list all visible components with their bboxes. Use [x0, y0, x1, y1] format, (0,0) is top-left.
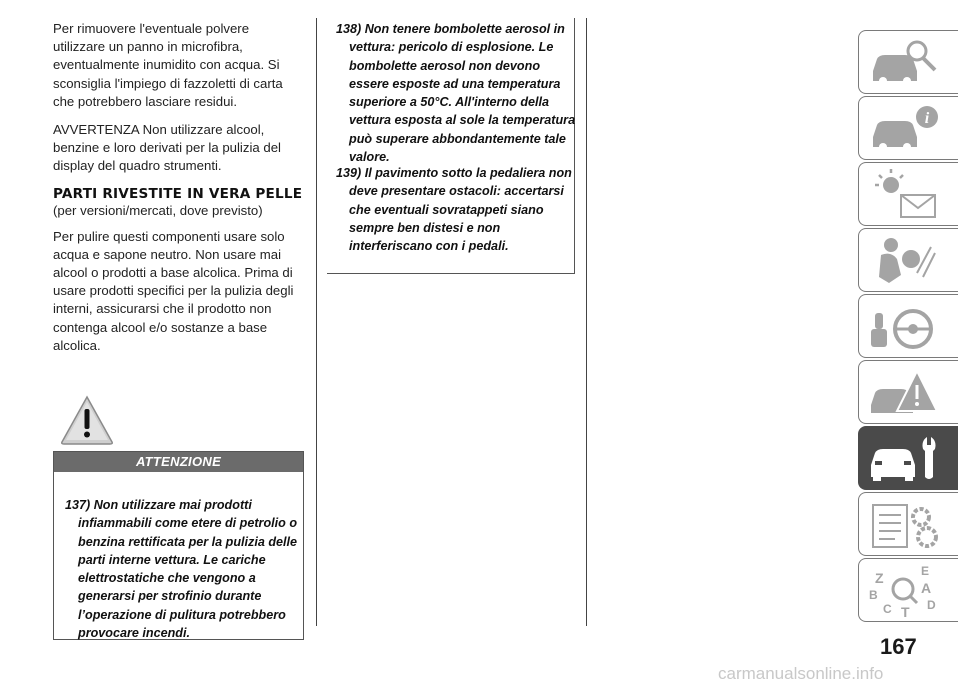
document-gears-icon — [865, 497, 945, 553]
car-accident-warning-icon — [865, 365, 945, 421]
column-divider — [316, 18, 317, 626]
left-column — [53, 20, 303, 365]
warning-title: ATTENZIONE — [54, 452, 303, 472]
section-subheading: (per versioni/mercati, dove previsto) — [53, 202, 263, 218]
tab-warning-lights[interactable] — [858, 162, 958, 226]
warning-light-message-icon — [865, 167, 945, 223]
svg-text:E: E — [921, 564, 930, 578]
paragraph-dust-removal: Per rimuovere l'eventuale polvere utilizzare un panno in microfibra, eventualmente inumidito con acqua. Si sconsiglia l'impiego di fazzoletti di carta che potrebbero lasciare residui. — [53, 21, 283, 109]
car-wrench-icon — [865, 431, 945, 487]
svg-text:A: A — [921, 580, 932, 596]
steering-wheel-key-icon — [865, 299, 945, 355]
svg-text:C: C — [883, 602, 892, 616]
tab-starting-driving[interactable] — [858, 294, 958, 358]
tab-car-search[interactable] — [858, 30, 958, 94]
seat-airbag-icon — [865, 233, 945, 289]
svg-text:i: i — [924, 110, 930, 127]
warning-box — [53, 451, 304, 640]
tab-safety[interactable] — [858, 228, 958, 292]
svg-text:D: D — [927, 598, 936, 612]
svg-text:B: B — [869, 588, 878, 602]
alphabet-index-icon — [865, 563, 945, 619]
paragraph-leather-cleaning: Per pulire questi componenti usare solo acqua e sapone neutro. Non usare mai alcool o prodotti a base alcolica. Prima di usare prodotti specifici per la pulizia degli interni, assicurarsi che il prodotto non contenga alcool e/o sostanze a base alcolica. — [53, 228, 294, 353]
svg-text:T: T — [901, 604, 910, 619]
notes-box — [327, 18, 575, 274]
warning-triangle-icon — [59, 394, 115, 451]
tab-emergency[interactable] — [858, 360, 958, 424]
watermark: carmanualsonline.info — [718, 664, 884, 683]
warning-item-137: 137) Non utilizzare mai prodotti infiammabili come etere di petrolio o benzina rettificata per la pulizia delle parti interne vettura. Le cariche elettrostatiche che vengono a generarsi per strofinio durante l’operazione di pulitura potrebbero provocare incendi. — [65, 498, 298, 641]
section-heading: PARTI RIVESTITE IN VERA PELLE — [53, 185, 303, 202]
note-item-138: 138) Non tenere bombolette aerosol in vettura: pericolo di esplosione. Le bombolette aerosol non devono essere esposte ad una temperatura superiore a 50°C. All'interno della vettura esposta al sole la temperatura può superare abbondantemente tale valore. — [336, 22, 576, 165]
tab-car-info[interactable] — [858, 96, 958, 160]
paragraph-display-warning: AVVERTENZA Non utilizzare alcool, benzine e loro derivati per la pulizia del display del quadro strumenti. — [53, 122, 281, 174]
note-item-139: 139) Il pavimento sotto la pedaliera non deve presentare ostacoli: accertarsi che eventuali sovratappeti siano sempre ben distesi e non interferiscano con i pedali. — [336, 166, 572, 254]
tab-maintenance[interactable] — [858, 426, 958, 490]
tab-technical-data[interactable] — [858, 492, 958, 556]
page-number: 167 — [880, 634, 917, 659]
svg-text:Z: Z — [875, 570, 884, 586]
tab-index[interactable] — [858, 558, 958, 622]
car-info-icon — [865, 101, 945, 157]
car-search-icon — [865, 35, 945, 91]
column-divider-right — [586, 18, 587, 626]
